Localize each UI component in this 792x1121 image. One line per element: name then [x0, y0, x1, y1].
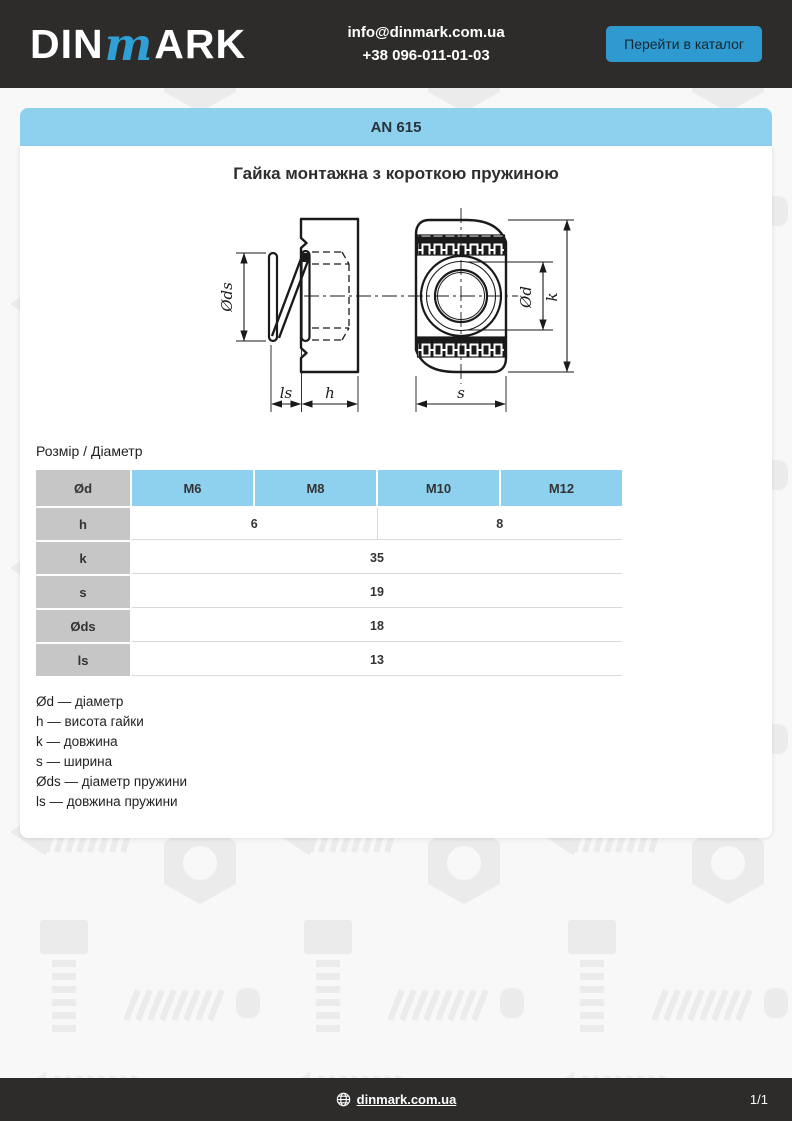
drawing-svg — [216, 200, 576, 428]
legend-item: Ød — діаметр — [36, 694, 124, 709]
footer-site-link[interactable] — [336, 1092, 457, 1107]
column-m8: M8 — [255, 470, 376, 506]
column-m6: M6 — [132, 470, 253, 506]
value-ls: 13 — [370, 652, 384, 667]
spec-table — [36, 470, 622, 676]
legend-item: s — ширина — [36, 754, 113, 769]
footer — [0, 1078, 792, 1121]
header — [0, 0, 792, 88]
value-k: 35 — [370, 550, 384, 565]
footer-site-label: dinmark.com.ua — [356, 1092, 457, 1107]
dim-label-ls: ls — [279, 384, 293, 402]
column-m12: M12 — [501, 470, 622, 506]
size-caption: Розмір / Діаметр — [36, 443, 143, 459]
table-row-s: s 19 — [36, 576, 622, 608]
value-s: 19 — [370, 584, 384, 599]
legend-item: k — довжина — [36, 734, 118, 749]
table-header-label: Ød — [36, 470, 130, 506]
product-code-banner — [20, 108, 772, 146]
value-h-m6-m8: 6 — [132, 508, 378, 539]
column-m10: M10 — [378, 470, 499, 506]
technical-drawing — [36, 200, 756, 433]
header-phone: +38 096-011-01-03 — [362, 47, 490, 64]
dim-label-ds: Øds — [218, 282, 236, 312]
logo-din: DIN — [30, 20, 104, 67]
dim-label-h: h — [325, 384, 335, 402]
legend-item: h — висота гайки — [36, 714, 144, 729]
value-h-m10-m12: 8 — [496, 516, 504, 531]
product-title: Гайка монтажна з короткою пружиною — [233, 164, 559, 183]
table-row-ds: Øds 18 — [36, 610, 622, 642]
legend — [36, 692, 756, 812]
table-header-row — [36, 470, 622, 506]
product-code: AN 615 — [370, 118, 422, 136]
legend-item: ls — довжина пружини — [36, 794, 178, 809]
globe-icon — [336, 1092, 351, 1107]
page-indicator: 1/1 — [749, 1092, 768, 1107]
table-row-ls: ls 13 — [36, 644, 622, 676]
table-row-k: k 35 — [36, 542, 622, 574]
content-card — [20, 146, 772, 838]
dinmark-logo — [30, 0, 246, 89]
header-email: info@dinmark.com.ua — [347, 24, 505, 41]
logo-m-glyph: m — [104, 17, 154, 71]
logo-ark: ARK — [154, 20, 247, 67]
dim-label-s: s — [457, 384, 465, 402]
catalog-button[interactable]: Перейти в каталог — [606, 26, 762, 62]
value-ds: 18 — [370, 618, 384, 633]
legend-item: Øds — діаметр пружини — [36, 774, 188, 789]
dim-label-k: k — [543, 292, 561, 302]
header-contact — [348, 21, 505, 67]
dim-label-d: Ød — [517, 286, 535, 308]
table-row-h: h 6 8 — [36, 508, 622, 540]
